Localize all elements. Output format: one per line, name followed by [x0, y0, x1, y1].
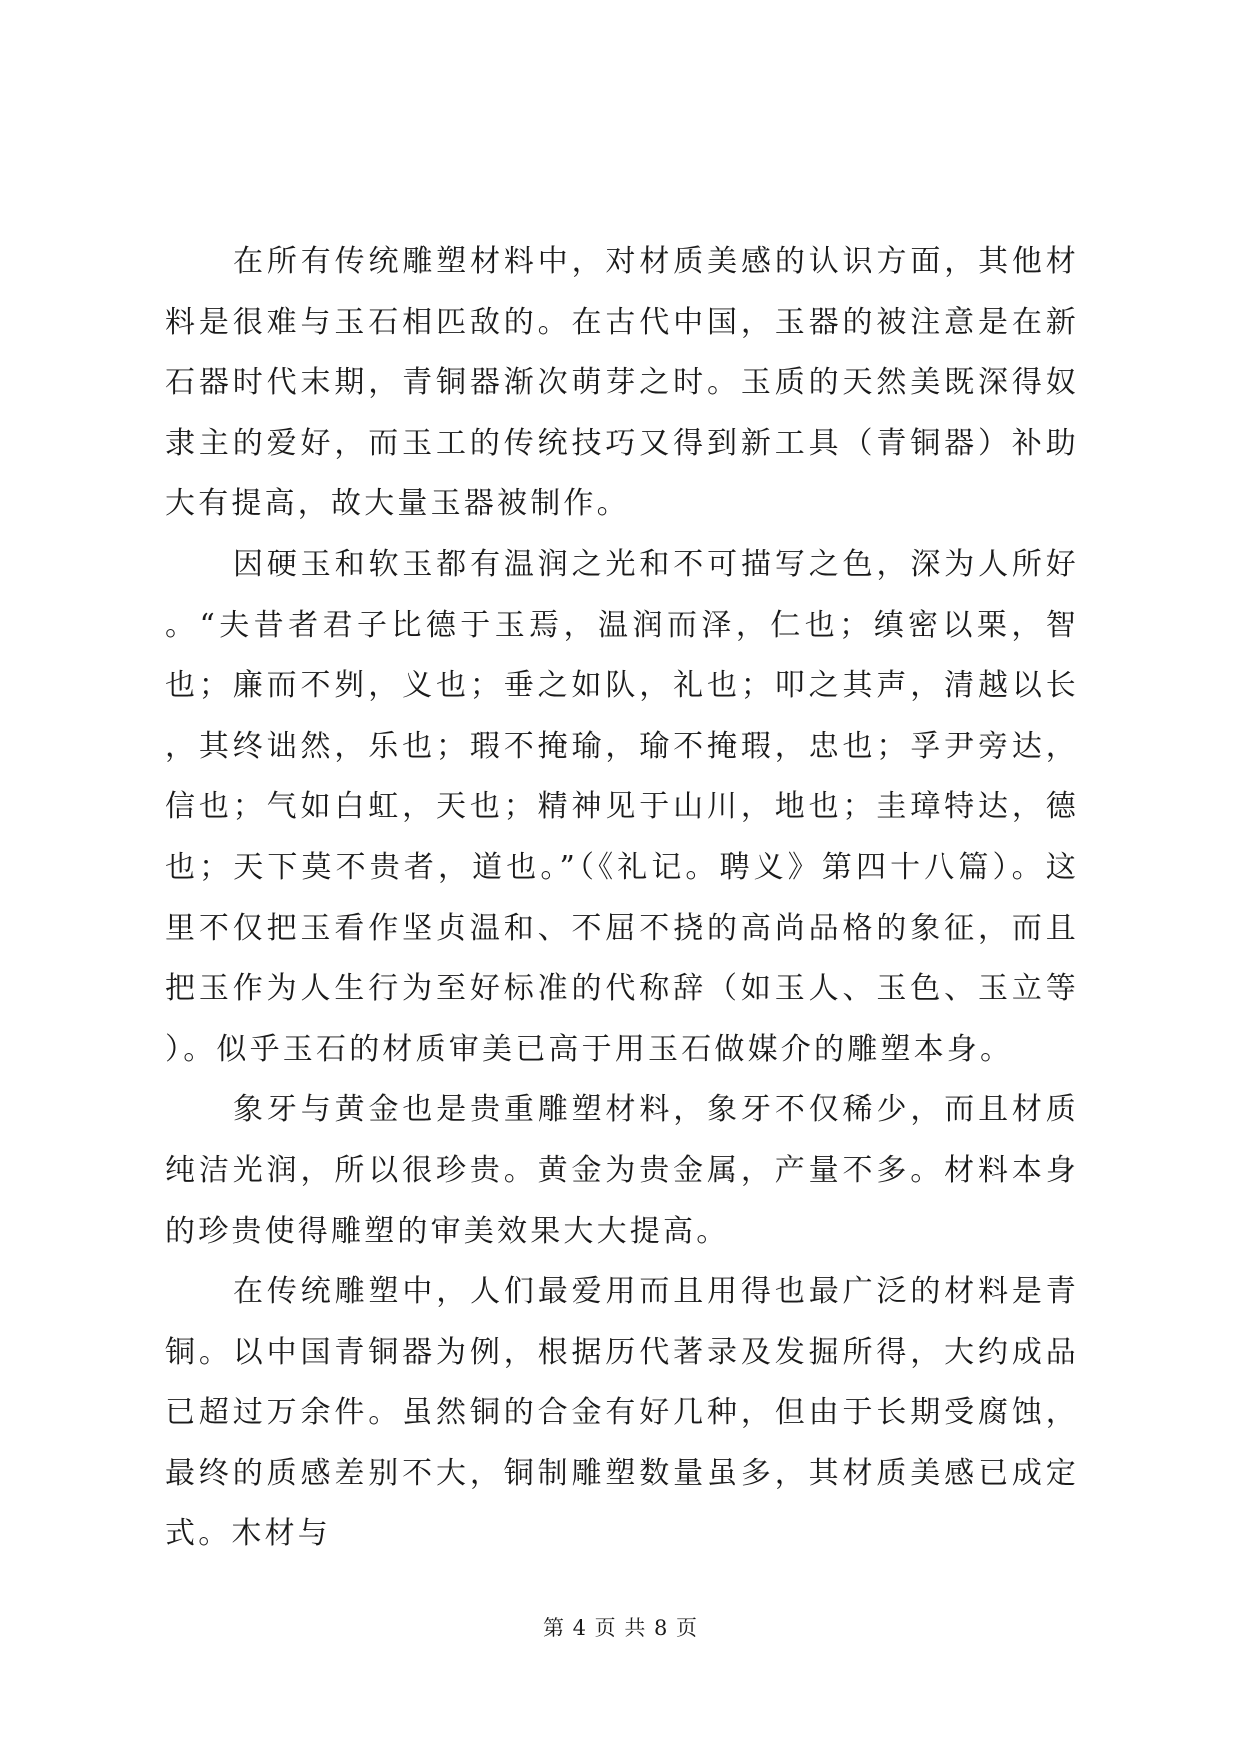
paragraph-jade-intro: 在所有传统雕塑材料中，对材质美感的认识方面，其他材料是很难与玉石相匹敌的。在古代中国，玉器的被注意是在新石器时代末期，青铜器渐次萌芽之时。玉质的天然美既深得奴隶主的爱好，而玉工的传统技巧又得到新工具（青铜器）补助大有提高，故大量玉器被制作。 [165, 244, 1079, 522]
page-number-footer: 第 4 页 共 8 页 [542, 1616, 699, 1640]
paragraph-bronze: 在传统雕塑中，人们最爱用而且用得也最广泛的材料是青铜。以中国青铜器为例，根据历代著录及发掘所得，大约成品已超过万余件。虽然铜的合金有好几种，但由于长期受腐蚀，最终的质感差别不大，铜制雕塑数量虽多，其材质美感已成定式。木材与 [165, 1274, 1079, 1552]
body-text [165, 232, 1079, 1565]
paragraph-ivory-gold: 象牙与黄金也是贵重雕塑材料，象牙不仅稀少，而且材质纯洁光润，所以很珍贵。黄金为贵金属，产量不多。材料本身的珍贵使得雕塑的审美效果大大提高。 [165, 1092, 1079, 1249]
paragraph-jade-virtue: 因硬玉和软玉都有温润之光和不可描写之色，深为人所好。“夫昔者君子比德于玉焉，温润而泽，仁也；缜密以栗，智也；廉而不刿，义也；垂之如队，礼也；叩之其声，清越以长，其终诎然，乐也；瑕不掩瑜，瑜不掩瑕，忠也；孚尹旁达，信也；气如白虹，天也；精神见于山川，地也；圭璋特达，德也；天下莫不贵者，道也。”（《礼记。聘义》第四十八篇）。这里不仅把玉看作坚贞温和、不屈不挠的高尚品格的象征，而且把玉作为人生行为至好标准的代称辞（如玉人、玉色、玉立等）。似乎玉石的材质审美已高于用玉石做媒介的雕塑本身。 [165, 546, 1079, 1067]
